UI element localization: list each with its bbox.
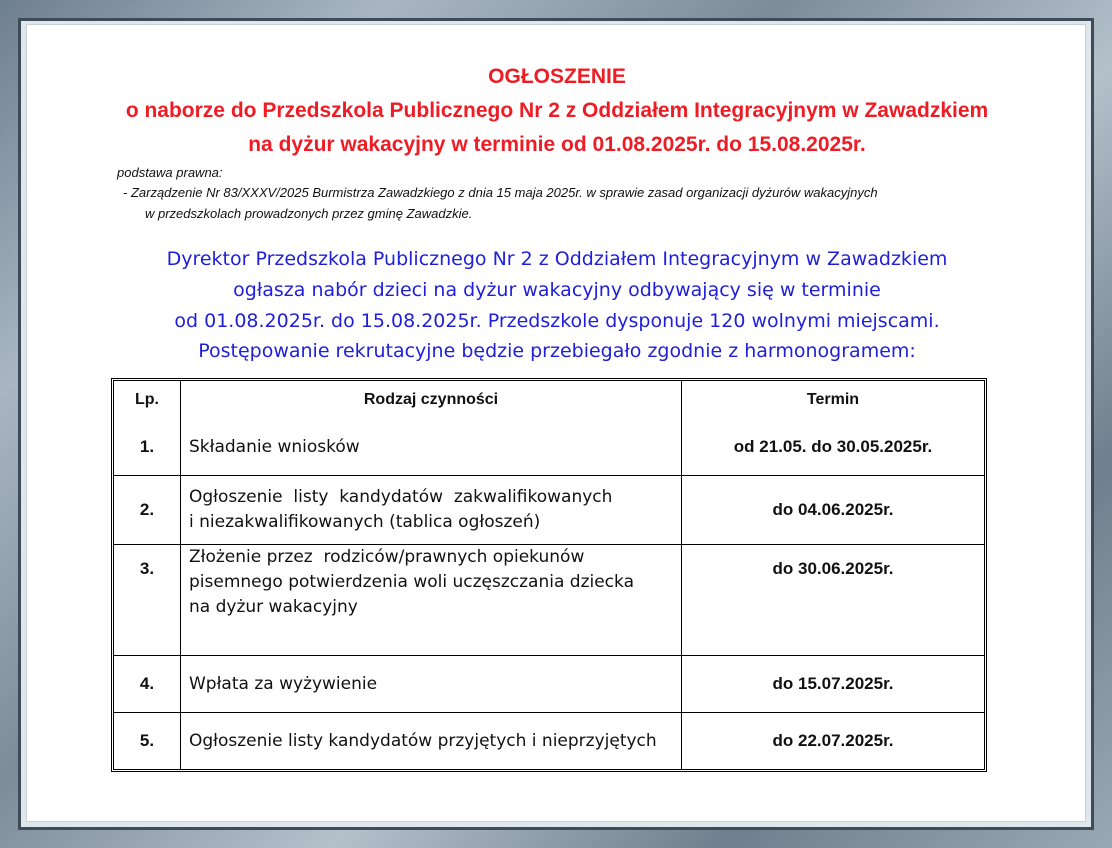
row-number: 1. <box>114 419 181 476</box>
table-row <box>114 419 984 476</box>
activity-line: i niezakwalifikowanych (tablica ogłoszeń) <box>189 512 541 532</box>
schedule-header-row <box>114 381 984 419</box>
heading-title: OGŁOSZENIE <box>488 65 626 88</box>
row-activity <box>181 476 682 545</box>
schedule-table <box>111 378 987 772</box>
announcement-line-2: ogłasza nabór dzieci na dyżur wakacyjny odbywający się w terminie <box>233 279 881 301</box>
row-number: 2. <box>114 476 181 545</box>
header-term: Termin <box>806 391 860 408</box>
table-row <box>114 713 984 769</box>
row-term: do 04.06.2025r. <box>682 476 984 545</box>
row-activity <box>181 419 682 476</box>
header-activity: Rodzaj czynności <box>181 381 682 419</box>
legal-basis-label: podstawa prawna: <box>117 165 223 180</box>
legal-basis-line-1: - Zarządzenie Nr 83/XXXV/2025 Burmistrza Zawadzkiego z dnia 15 maja 2025r. w sprawie zasad organizacji dyżurów wakacyjnych <box>123 185 878 200</box>
row-number: 4. <box>114 656 181 713</box>
row-term: do 22.07.2025r. <box>772 731 894 750</box>
row-number: 3. <box>114 545 181 656</box>
legal-basis-line-2: w przedszkolach prowadzonych przez gminę Zawadzkie. <box>145 206 473 221</box>
announcement-line-4: Postępowanie rekrutacyjne będzie przebiegało zgodnie z harmonogramem: <box>198 340 916 362</box>
row-activity <box>181 713 682 769</box>
row-term: od 21.05. do 30.05.2025r. <box>682 419 984 476</box>
row-activity <box>181 545 682 656</box>
header-lp: Lp. <box>114 381 181 419</box>
activity-line: Ogłoszenie listy kandydatów przyjętych i nieprzyjętych <box>189 730 657 751</box>
table-row <box>114 545 984 656</box>
announcement-line-3: od 01.08.2025r. do 15.08.2025r. Przedszkole dysponuje 120 wolnymi miejscami. <box>174 310 940 332</box>
row-number: 5. <box>114 713 181 769</box>
row-activity <box>181 656 682 713</box>
activity-line: pisemnego potwierdzenia woli uczęszczania dziecka <box>189 572 634 592</box>
activity-line: Składanie wniosków <box>189 436 360 457</box>
table-row <box>114 476 984 545</box>
row-term: do 30.06.2025r. <box>682 545 984 656</box>
activity-line: Wpłata za wyżywienie <box>189 673 378 694</box>
heading-subtitle: o naborze do Przedszkola Publicznego Nr 2 z Oddziałem Integracyjnym w Zawadzkiem <box>125 99 989 122</box>
table-row <box>114 656 984 713</box>
activity-line: Ogłoszenie listy kandydatów zakwalifikowanych <box>189 487 613 507</box>
announcement-line-1: Dyrektor Przedszkola Publicznego Nr 2 z Oddziałem Integracyjnym w Zawadzkiem <box>166 248 948 270</box>
activity-line: na dyżur wakacyjny <box>189 597 358 617</box>
announcement-document <box>26 24 1086 822</box>
heading-dates: na dyżur wakacyjny w terminie od 01.08.2025r. do 15.08.2025r. <box>248 133 866 156</box>
row-term: do 15.07.2025r. <box>682 656 984 713</box>
activity-line: Złożenie przez rodziców/prawnych opiekunów <box>189 547 585 567</box>
